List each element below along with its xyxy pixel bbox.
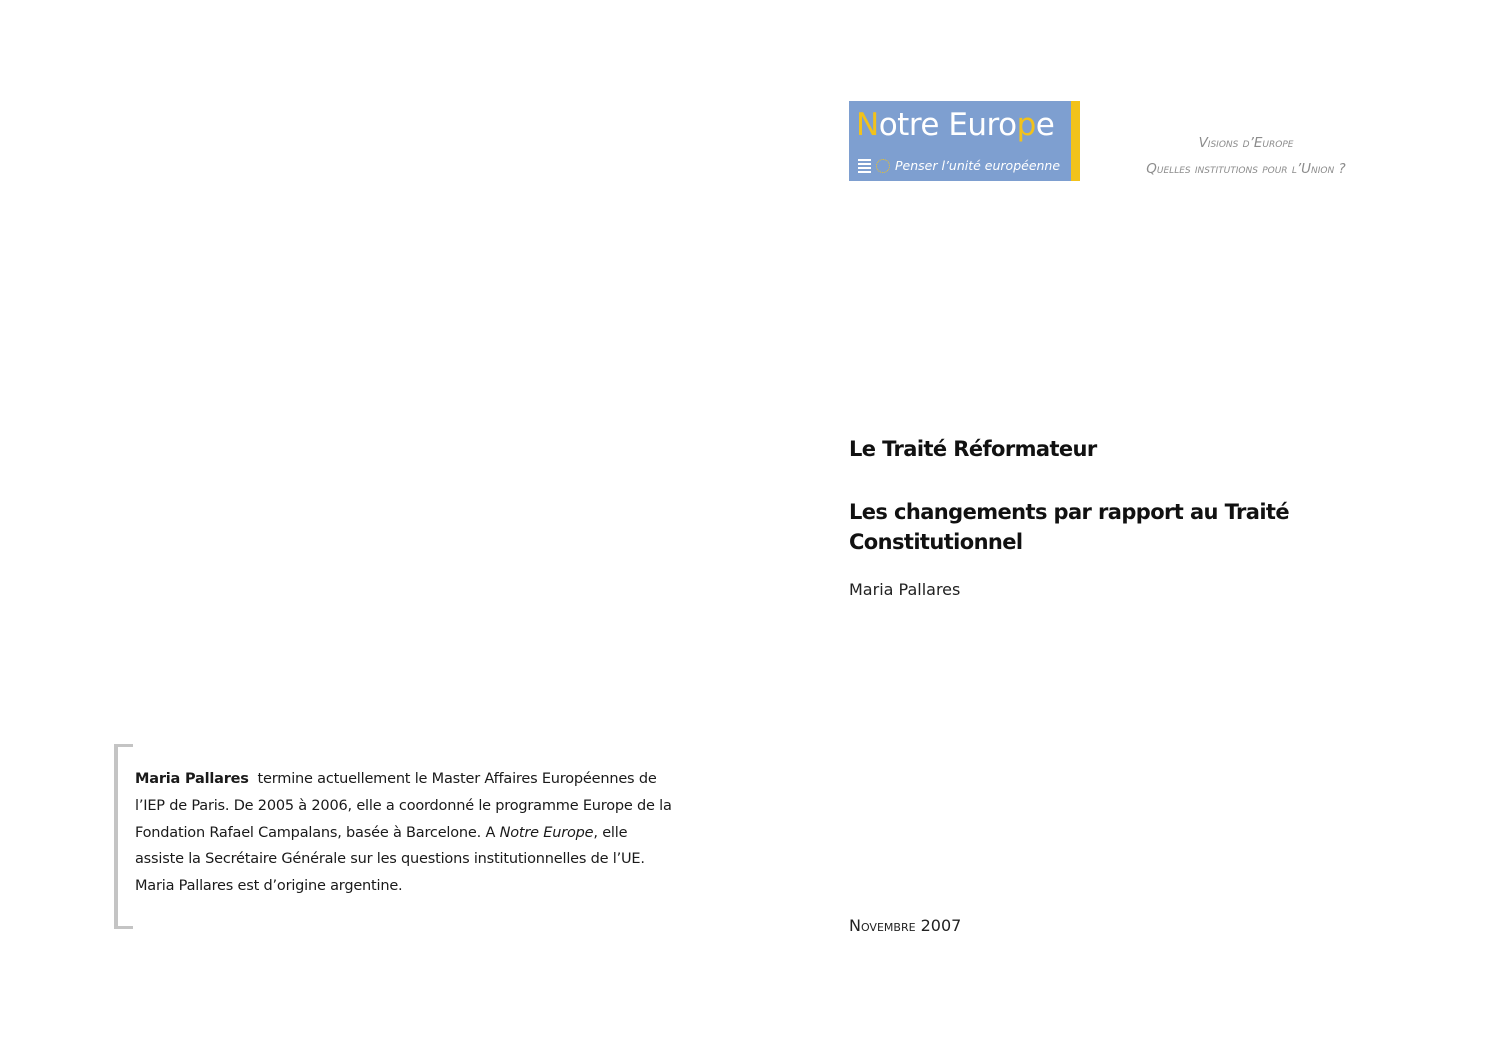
logo-tagline: Penser l’unité européenne [895,158,1061,173]
logo-wordmark [856,107,1054,143]
bio-organization: Notre Europe [499,824,594,841]
document-icon [858,159,871,173]
logo-word-middle: otre Euro [878,107,1017,143]
author-bio [135,766,680,900]
document-subtitle: Les changements par rapport au Traité Constitutionnel [849,500,1290,554]
publication-date: Novembre 2007 [849,916,962,935]
eu-stars-icon [876,159,890,173]
document-author: Maria Pallares [849,580,961,599]
series-line-2: Quelles institutions pour l’Union ? [1146,161,1346,177]
series-header [1106,130,1386,182]
document-title: Le Traité Réformateur [849,437,1097,461]
logo-letter-n: N [856,107,879,143]
bio-text-part-1: termine actuellement le Master Affaires Européennes de l’IEP de Paris. De 2005 à 2006, elle a coordonné le programme Europe de la Fondation Rafael Campalans, basée à Barcelone. A [135,771,677,841]
series-line-1: Visions d’Europe [1198,135,1294,151]
logo-yellow-bar [1071,101,1080,181]
bio-bracket [114,744,133,929]
logo-word-end: e [1035,107,1055,143]
bio-author-name: Maria Pallares [135,771,249,787]
logo-tagline-row [858,158,1060,173]
notre-europe-logo [849,101,1080,181]
logo-letter-p: p [1016,107,1036,143]
bio-text-part-2: , elle assiste la Secrétaire Générale sur les questions institutionnelles de l’UE. Maria Pallares est d’origine argentine. [135,824,645,895]
